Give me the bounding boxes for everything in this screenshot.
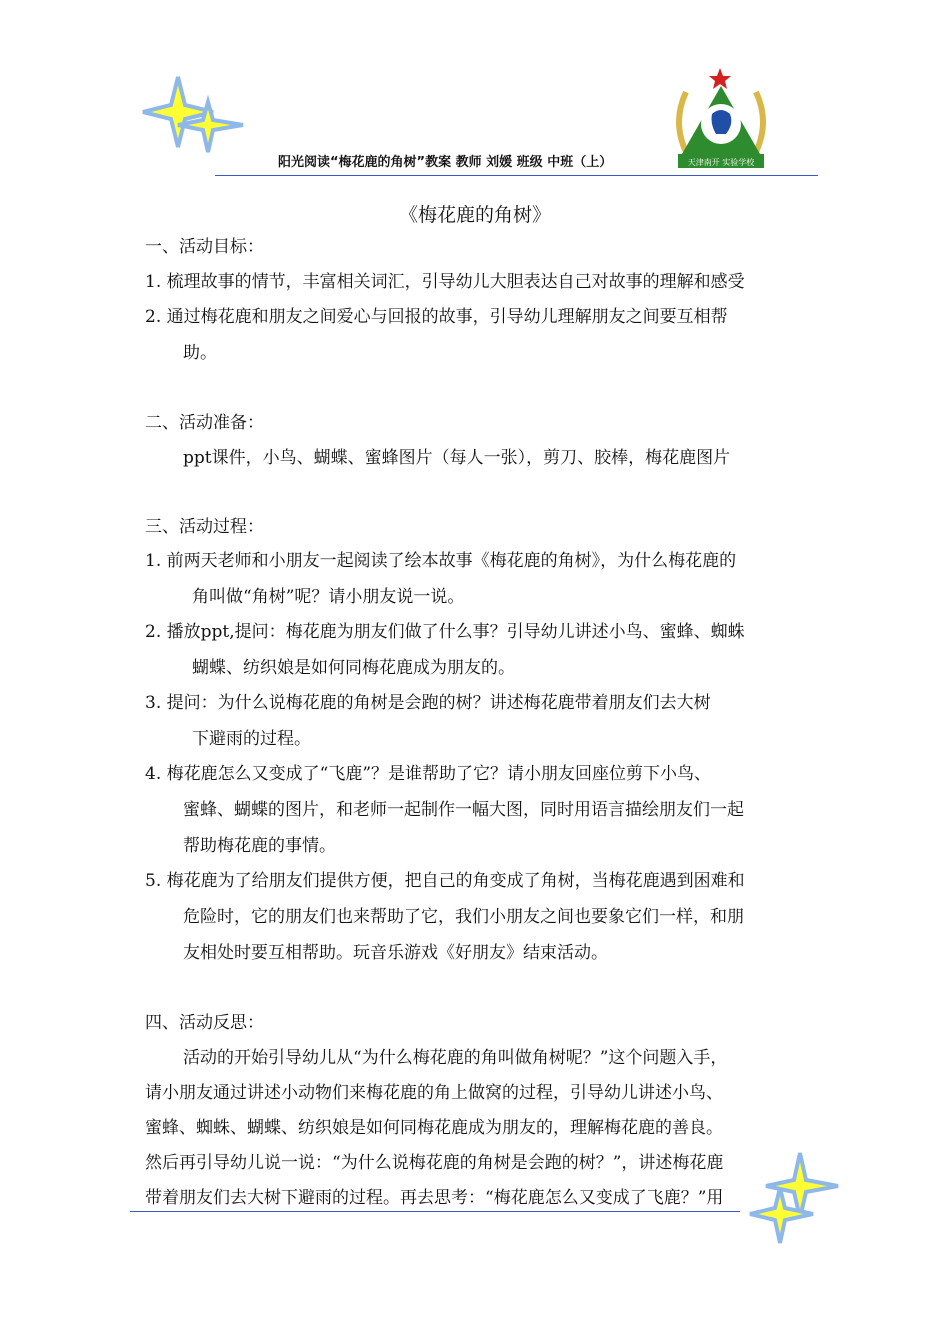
paragraph-line: 助。 (183, 343, 217, 363)
paragraph-line: 3. 提问：为什么说梅花鹿的角树是会跑的树？讲述梅花鹿带着朋友们去大树 (145, 693, 711, 713)
section-heading-preparation: 二、活动准备： (145, 413, 264, 433)
section-heading-goals: 一、活动目标： (145, 237, 264, 257)
paragraph-line: 请小朋友通过讲述小动物们来梅花鹿的角上做窝的过程，引导幼儿讲述小鸟、 (145, 1083, 723, 1103)
footer-divider (130, 1211, 740, 1212)
paragraph-line: 4. 梅花鹿怎么又变成了“飞鹿”？是谁帮助了它？请小朋友回座位剪下小鸟、 (145, 764, 712, 784)
sparkle-decoration-bottom (738, 1148, 848, 1248)
logo-caption: 天津南开 实验学校 (687, 158, 755, 167)
paragraph-line: 蜜蜂、蜘蛛、蝴蝶、纺织娘是如何同梅花鹿成为朋友的，理解梅花鹿的善良。 (145, 1118, 723, 1138)
header-divider (215, 175, 818, 176)
paragraph-line: 帮助梅花鹿的事情。 (183, 836, 336, 856)
paragraph-line: 危险时，它的朋友们也来帮助了它，我们小朋友之间也要象它们一样，和朋 (183, 907, 744, 927)
paragraph-line: 带着朋友们去大树下避雨的过程。再去思考：“梅花鹿怎么又变成了飞鹿？”用 (145, 1188, 724, 1208)
paragraph-line: 活动的开始引导幼儿从“为什么梅花鹿的角叫做角树呢？”这个问题入手， (183, 1048, 728, 1068)
sparkle-decoration-top (138, 72, 248, 162)
paragraph-line: 1. 前两天老师和小朋友一起阅读了绘本故事《梅花鹿的角树》，为什么梅花鹿的 (145, 551, 737, 571)
paragraph-line: 下避雨的过程。 (192, 729, 311, 749)
paragraph-line: 友相处时要互相帮助。玩音乐游戏《好朋友》结束活动。 (183, 943, 608, 963)
paragraph-line: 角叫做“角树”呢？请小朋友说一说。 (192, 587, 465, 607)
paragraph-line: 1. 梳理故事的情节，丰富相关词汇，引导幼儿大胆表达自己对故事的理解和感受 (145, 272, 745, 292)
section-heading-reflection: 四、活动反思： (145, 1013, 264, 1033)
paragraph-line: 2. 通过梅花鹿和朋友之间爱心与回报的故事，引导幼儿理解朋友之间要互相帮 (145, 307, 728, 327)
paragraph-line: 5. 梅花鹿为了给朋友们提供方便，把自己的角变成了角树，当梅花鹿遇到困难和 (145, 871, 745, 891)
header-info: 阳光阅读“梅花鹿的角树”教案 教师 刘媛 班级 中班（上） (278, 155, 613, 170)
section-heading-process: 三、活动过程： (145, 517, 264, 537)
document-title: 《梅花鹿的角树》 (398, 204, 551, 226)
school-logo (668, 62, 778, 172)
paragraph-line: 然后再引导幼儿说一说：“为什么说梅花鹿的角树是会跑的树？”，讲述梅花鹿 (145, 1153, 724, 1173)
paragraph-line: 2. 播放ppt,提问：梅花鹿为朋友们做了什么事？引导幼儿讲述小鸟、蜜蜂、蜘蛛 (145, 622, 745, 642)
paragraph-line: ppt课件，小鸟、蝴蝶、蜜蜂图片（每人一张），剪刀、胶棒，梅花鹿图片 (183, 448, 731, 468)
paragraph-line: 蝴蝶、纺织娘是如何同梅花鹿成为朋友的。 (192, 658, 515, 678)
paragraph-line: 蜜蜂、蝴蝶的图片，和老师一起制作一幅大图，同时用语言描绘朋友们一起 (183, 800, 744, 820)
